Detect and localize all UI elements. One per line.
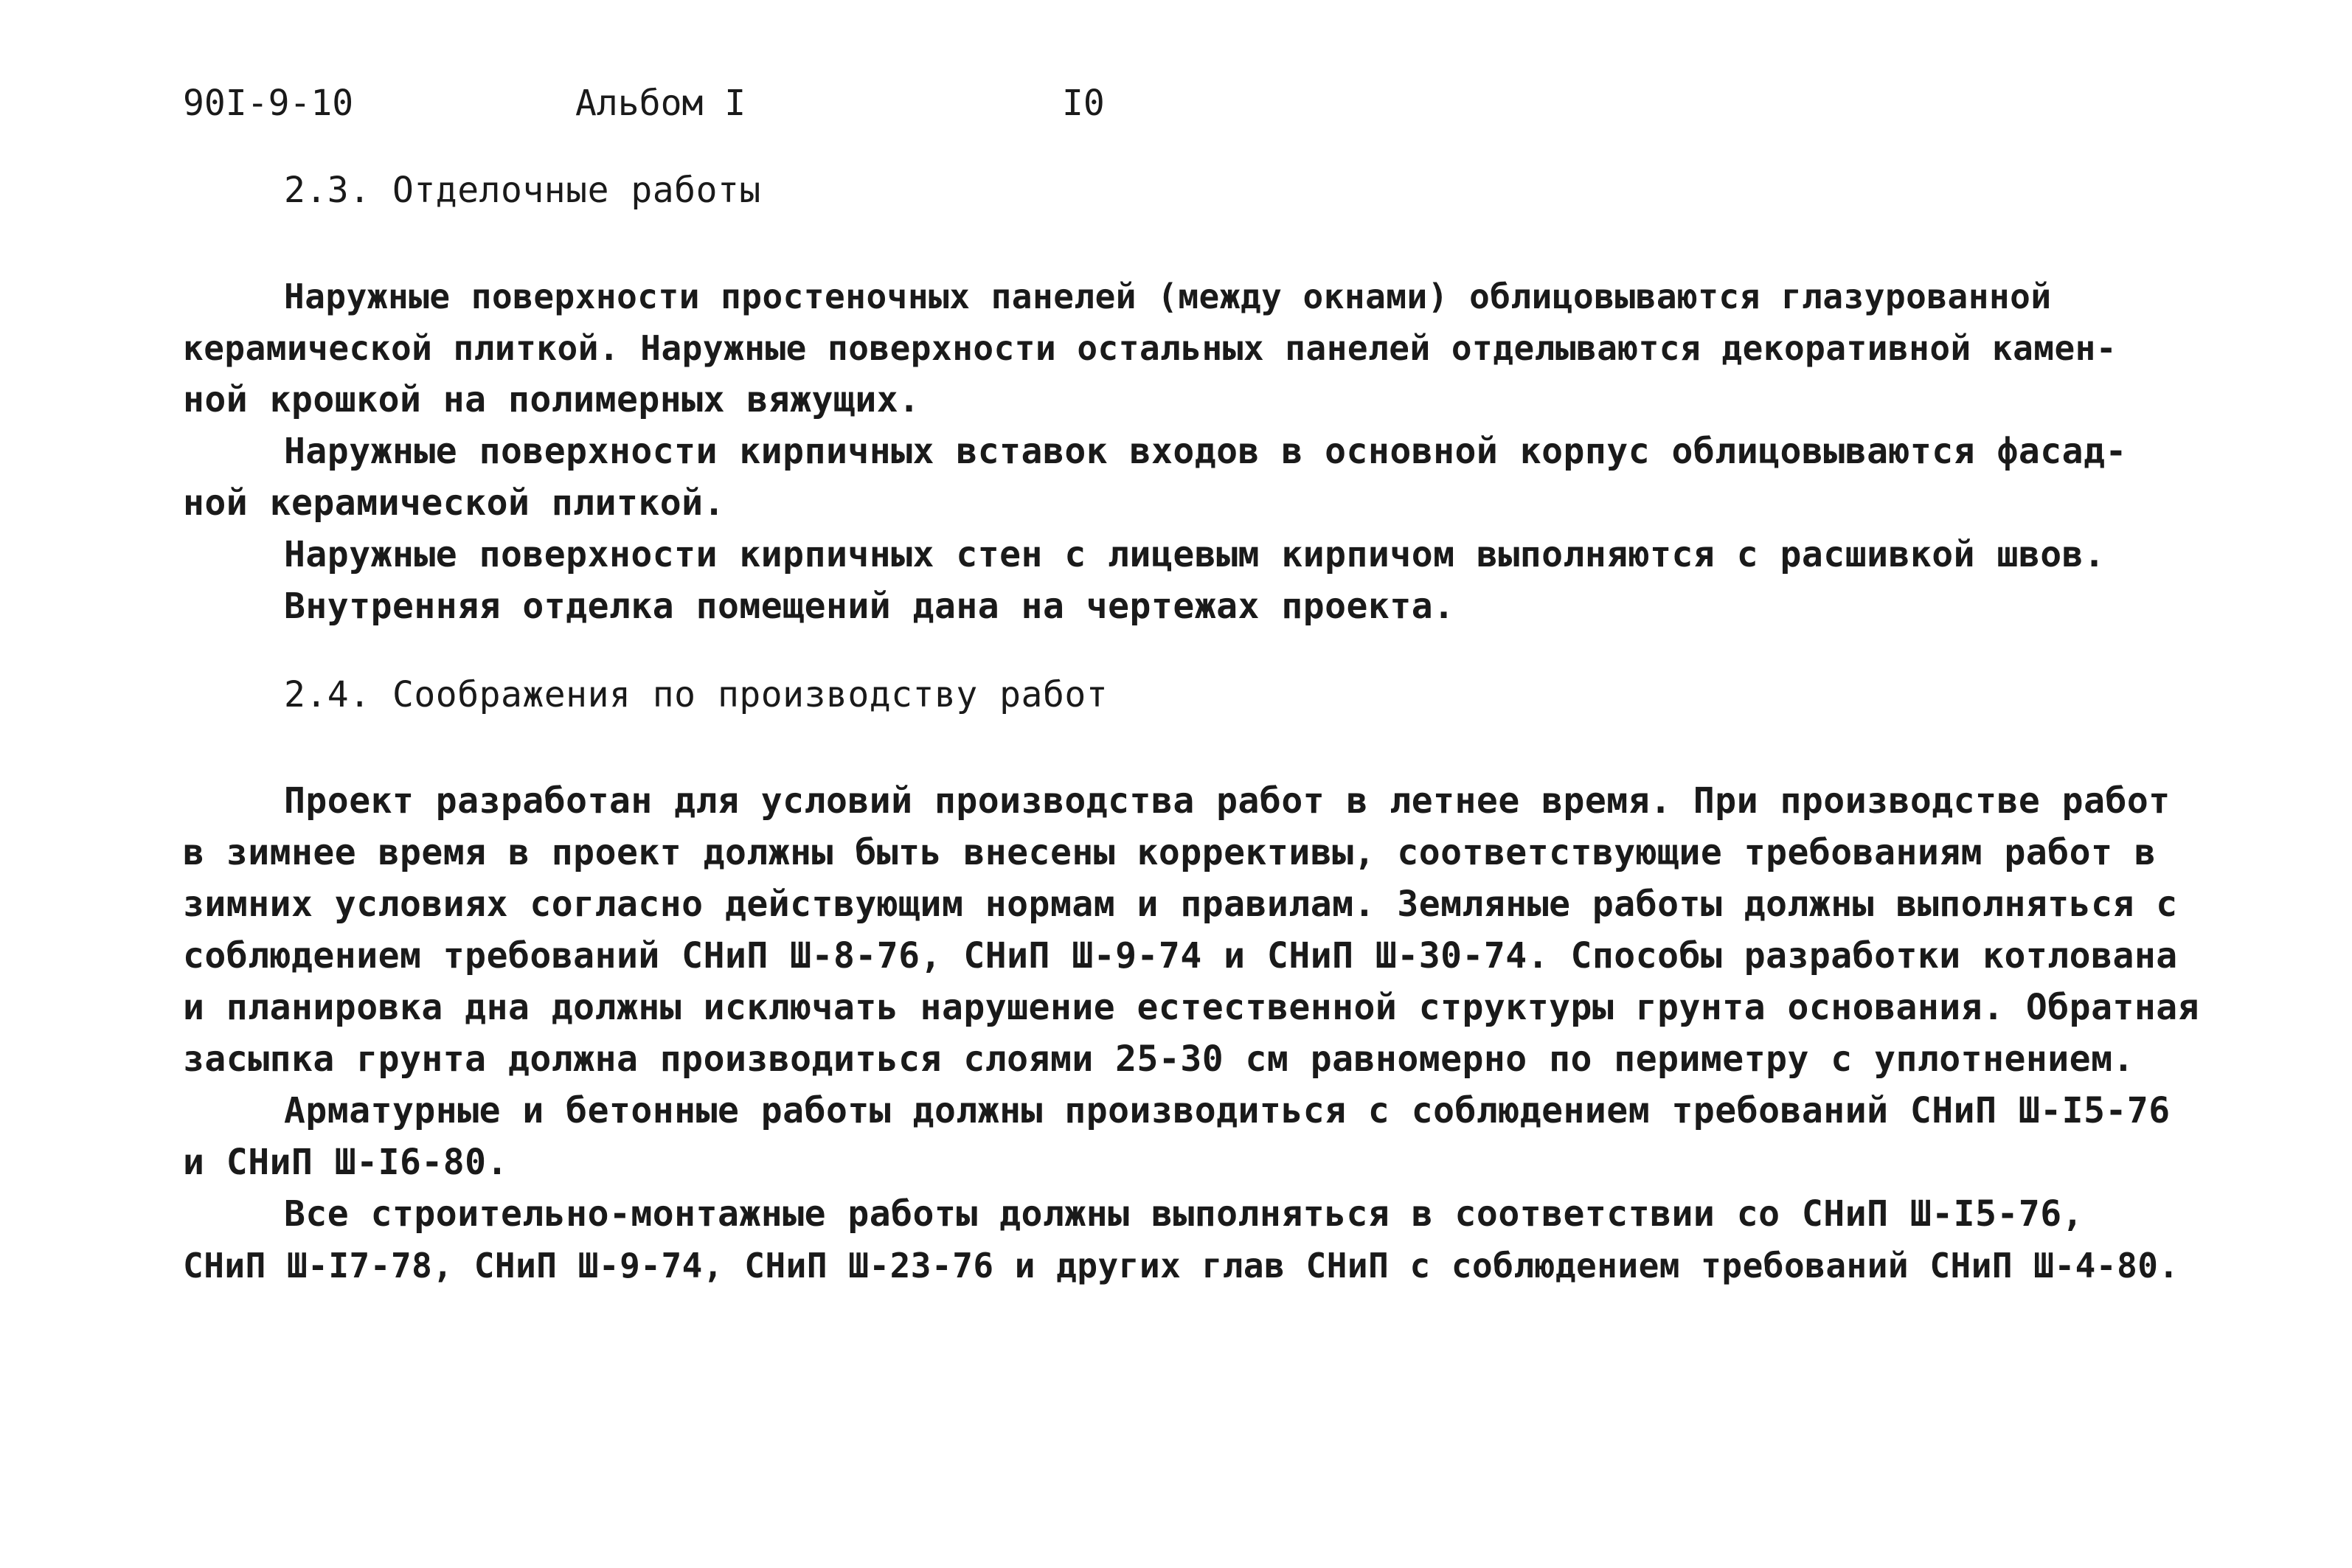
paragraph-line: зимних условиях согласно действующим нормам и правилам. Земляные работы должны выполняться с [183, 884, 2178, 925]
page-number: I0 [1062, 83, 1105, 124]
section-2-3-heading: 2.3. Отделочные работы [284, 170, 761, 211]
paragraph-line: СНиП Ш-I7-78, СНиП Ш-9-74, СНиП Ш-23-76 и других глав СНиП с соблюдением требований СНиП Ш-4-80. [183, 1246, 2179, 1286]
paragraph-line: Все строительно-монтажные работы должны выполняться в соответствии со СНиП Ш-I5-76, [284, 1193, 2084, 1235]
paragraph-line: Наружные поверхности простеночных панелей (между окнами) облицовываются глазурованной [284, 277, 2052, 316]
paragraph-line: в зимнее время в проект должны быть внесены коррективы, соответствующие требованиям работ в [183, 832, 2157, 873]
paragraph-line: Наружные поверхности кирпичных вставок входов в основной корпус облицовываются фасад- [284, 431, 2127, 472]
section-2-4-heading: 2.4. Соображения по производству работ [284, 674, 1109, 715]
paragraph-line: и планировка дна должны исключать нарушение естественной структуры грунта основания. Обратная [183, 987, 2200, 1028]
paragraph-line: ной крошкой на полимерных вяжущих. [183, 379, 920, 420]
paragraph-line: засыпка грунта должна производиться слоями 25-30 см равномерно по периметру с уплотнением. [183, 1038, 2134, 1080]
paragraph-line: Наружные поверхности кирпичных стен с лицевым кирпичом выполняются с расшивкой швов. [284, 534, 2106, 575]
paragraph-line: керамической плиткой. Наружные поверхности остальных панелей отделываются декоративной камен- [183, 328, 2117, 368]
album-label: Альбом I [575, 83, 746, 124]
document-code: 90I-9-10 [183, 83, 354, 124]
paragraph-line: Арматурные и бетонные работы должны производиться с соблюдением требований СНиП Ш-I5-76 [284, 1090, 2171, 1131]
paragraph-line: Проект разработан для условий производства работ в летнее время. При производстве работ [284, 780, 2171, 822]
paragraph-line: соблюдением требований СНиП Ш-8-76, СНиП Ш-9-74 и СНиП Ш-30-74. Способы разработки котлована [183, 935, 2178, 976]
paragraph-line: и СНиП Ш-I6-80. [183, 1142, 508, 1183]
paragraph-line: ной керамической плиткой. [183, 482, 725, 524]
paragraph-line: Внутренняя отделка помещений дана на чертежах проекта. [284, 586, 1455, 627]
